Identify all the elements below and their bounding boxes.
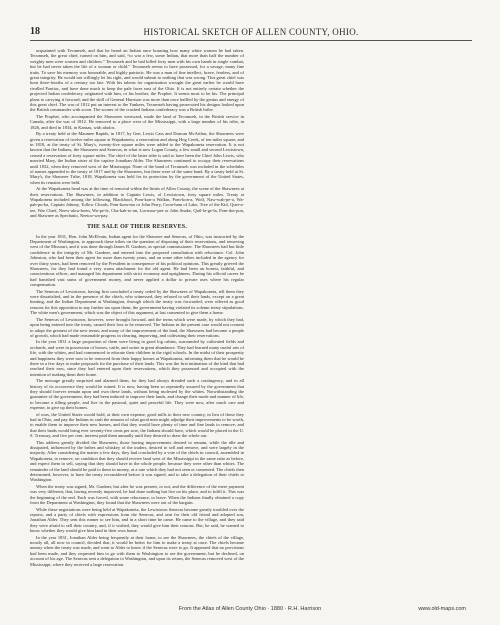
paragraph: In the year 1831 a large proportion of them were living in good log cabins, surrounded by cultivated fields and orchards, and were in possession of horses, cattle, and swine in great abundance. They had learned many useful arts of life, with the whites, and had commenced to educate their children in the rigid schools. In the midst of their prosperity and happiness they were now to be removed from their happy homes at Wapakoneta, informing them that he would be there in a few days to make proposals for the purchase of their lands. This was the first intimation of the kind that had reached their ears, since they had entered upon their reservations, which they possessed and occupied with the intention of making them their home.	[30, 339, 244, 377]
body-text-columns	[30, 48, 472, 596]
paragraph: The Prophet, who accompanied the Shawnees westward, made the land of Tecumseh, in the British service in Canada, after the war of 1812. He removed to a place west of the Mississippi, with a large number of his tribe, in 1826, and died in 1834, in Kansas, with abolos.	[30, 113, 244, 130]
page-number: 18	[30, 26, 40, 37]
paragraph: The Senecas of Lewistown, having first concluded a treaty ceded by the Shawnees of Wapakoneta, tell them they were dissatisfied, and in the presence of the chiefs, who witnessed, they refused to sell their lands, except on a great hunting, and the Indian Department at Washington, through which the treaty was forwarded, were offered as good reasons for this opposition to any further tax upon them; the government having violated its solemn treaty stipulations. The white men's government, which was the object of this argument, at last consented to give them a home.	[30, 288, 244, 316]
paragraph: of ours, the United States would hold, at their own expense, good mills to their new country, in lieu of those they had in Ohio, and pay the Indians in cash the amount of what good men might adjudge their improvements to be worth, to enable them to improve their new homes, and that they would have plenty of time and fine lands to remove; and that their lands would bring ever seventy-five cents per acre, the Indians should have, which would be placed in the U. S. Treasury, and five per cent. interest paid them annually until they desired to draw the whole out.	[30, 411, 244, 439]
paragraph: acquainted with Tecumseh, and that he heard an Indian once boasting how many white women he had taken. Tecumseh, the great chief, turned on him, and said, “to war a few, some Indian, that more than half the number of weighty men were women and children.” Tecumseh and he had killed forty men with his own hands in single combat, but he had never taken the life of a woman or child.” Tecumseh seems to have possessed, for a savage, many fine traits. To save his memory was honorable, and highly patriotic. He was a man of fine intellect, brave, fearless, and of great integrity. He would not willingly let his right, and would submit to nothing that was wrong. This great chief was born three-fourths of a century too late. With his talents for organization wrought the great earlier he would have rivalled Pontiac, and have done much to keep the pale faces east of the Ohio. It is not entirely certain whether the projected Indian confederacy originated with him, or his brother, the Prophet. It seems most to be his. The principal plans to carrying it forward; and the skill of General Harrison was more than once baffled by the genius and energy of this great chief. The war of 1812 put an interest to the Yankees, Tecumseh having prosecuted his designs looked upon the British commander with scorn. The sooner of the crushed Indians confederacy was a British bribe.	[30, 48, 244, 113]
paragraph: This address greatly divided the Shawnees; those having improvements desired to remain, while the idle and dissipated, influenced by the bribes and whiskey of the traders, desired to sell and remove, and were largely in the majority. After considering the matter a few days, they had concluded by a vote of the chiefs in council, assembled in Wapakoneta, to remove, on condition that they should receive land west of the Mississippi in the same ratio as before, and expect them to sell, saying that they should have in the whole people; because they were other than whites. The remainder of the land should be paid to them in money, at a rate which they had not seen or consented. The chiefs then determined, however, to have the treaty reconsidered before it was signed, and to take a delegation of their chiefs to Washington.	[30, 439, 244, 483]
paragraph: In the year 1831, Jonathan Alder being frequently at their home, to see the Shawnees, the chiefs of the village, mostly all, all now in council, decided that, it would be better for him to make a treaty at once. The chiefs became uneasy when the treaty was made, and went to Alder to know if the Senecas were to go. It appeared that no provisions had been made, and they requested him to go with them to Washington to see the government; but he declined, on account of his age. The Senecas sent a delegation to Washington, and upon its return, the Senecas removed west of the Mississippi, where they received a large reservation.	[30, 534, 244, 567]
page-header	[30, 26, 472, 41]
page-title: HISTORICAL SKETCH OF ALLEN COUNTY, OHIO.	[143, 27, 359, 37]
footer-site-link[interactable]: www.old-maps.com	[418, 606, 466, 612]
paragraph: When the treaty was signed, Mr. Gardner, but after he was present, or not, and the difference of the mere payment was very different; that, having recently improved, he had done nothing but live on his place, and to fulfil it. This was the beginning of the end. Each was forced, with some reluctance, to leave. When the Indians finally obtained a copy from the Department at Washington, they found that the Shawnees were out of the bargain.	[30, 483, 244, 506]
paragraph: By a treaty held at the Maumee Rapids, in 1817, by Gen. Lewis Cass and Duncan McArthur, the Shawnees were given a reservation of twelve miles square at Wapakoneta, a reservation and along Hog Creek, of ten miles square; and in 1818, at the treaty of St. Mary's, twenty-five square miles were added to the Wapakoneta reservation. It is not known that the Indians, the Shawnees and Senecas, in what is now Logan County, a few small and second Lewistown, ceased a reservation of forty square miles. The chief of the latter tribe is said to have been the Chief John Lewis, who married Mary, the Indian sister of the captive Jonathan Alder. The Shawnees continued to occupy their reservations until 1832, when they removed west of the Mississippi. None of the band of Tecumseh was included in the schedules of names appended to the treaty of 1817 and by the Shawnees, but these were of the same band. By a treaty held at St. Mary's, the Shawnee Tribe, 1818, Wapakoneta was held for its protection by the government of the United States, when its remains were held.	[30, 131, 244, 185]
paragraph: The Senecas of Lewistown, however, were brought forward, and the terms which were made, by which they had, upon being entered into the treaty, caused their loss to be removed. The Indians in the present case would not consent to adopt the greatest of the new terms; and many of the improvement of the land, the Shawnees had become a people of growth, which had made reasonable progress in clearing, improving, and cultivating their reservations.	[30, 316, 244, 338]
paragraph: The message greatly surprised and alarmed them, for they had always dreaded such a contingency, and in all history of its occurrence they would be ruined. It is now, having been so repeatedly assured by the government that they should forever remain upon and own these lands, without being molested by the whites. Notwithstanding the guarantee of the government, they had been induced to improve their lands, and change their mode and manner of life, to become a tilling people, and live in the pastoral, quiet and peaceful life. They were now, after much care and expense, to give up their homes.	[30, 378, 244, 411]
footer-source: From the Atlas of Allen County Ohio · 1880 · R.H. Harrison	[178, 606, 322, 612]
section-heading: THE SALE OF THEIR RESERVES.	[86, 223, 188, 230]
page-footer	[0, 606, 500, 616]
paragraph: In the year 1831, Hon. John McElvain, Indian agent for the Shawnee and Senecas, of Ohio, was instructed by the Department of Washington, to approach these tribes on the question of disposing of their reservations, and removing west of the Missouri, and it was done through James B. Gardner, as special commissioner. The Shawnees had but little confidence in the integrity of Mr. Gardner, and entered into the proposed consultation with reluctance. Col. John Johnston, who had been their agent for more than twenty years, and on some other tribes included in the agency for over thirty years, had been removed by the President in consequence of his political opinions. This greatly grieved the Shawnees, for they had found a very warm attachment for the old agent. He had been an honest, faithful, and conscientious officer, and managed his department with strict economy and uprightness. During his official career he had banished vast sums of government money, and never applied a dollar to private uses where his regular compensation.	[30, 233, 244, 288]
paragraph: At the Wapakoneta head was at the time of removal within the limits of Allen County, the scene of the Shawnees at their reservations. The Shawnees, in addition to Captain Lewis, of Lewistown, forty square miles. Treaty at Wapakoneta included among the following, Blackhoof, Pom-kon-a Walkin, Pom-kon-a, Wolf, Naw-wah-pe-a, Wa-pah-pu-ka, Captain Johnny, Tollow Clouds, Pom-kom-mo or John Perry, Coon-ham of Lake, Tree of the Kid, Quer-a-iee, War Chief, Neew-alow-keen, Wo-pe-le, Cha-kah-to-an, Lia-maw-pee or John Snake, Quil-la-ge-la, Pom-dot-pon, and Shawnee as Spechatto, Neetoo-wa-pay.	[30, 186, 244, 219]
paragraph: While these negotiations were being held at Wapakoneta, the Lewistown Senecas became greatly troubled over the reports; and a party of chiefs with expressions from the Senecas, and sent for their old friend and adopted son, Jonathan Alder. They sent this runner to see him, and in a short time he came. He came to the village, and they said they were afraid to sell their country, and, if it wished, they would give him their reasons. But, he said, he wanted to know whether they would give him land in their own home.	[30, 506, 244, 534]
